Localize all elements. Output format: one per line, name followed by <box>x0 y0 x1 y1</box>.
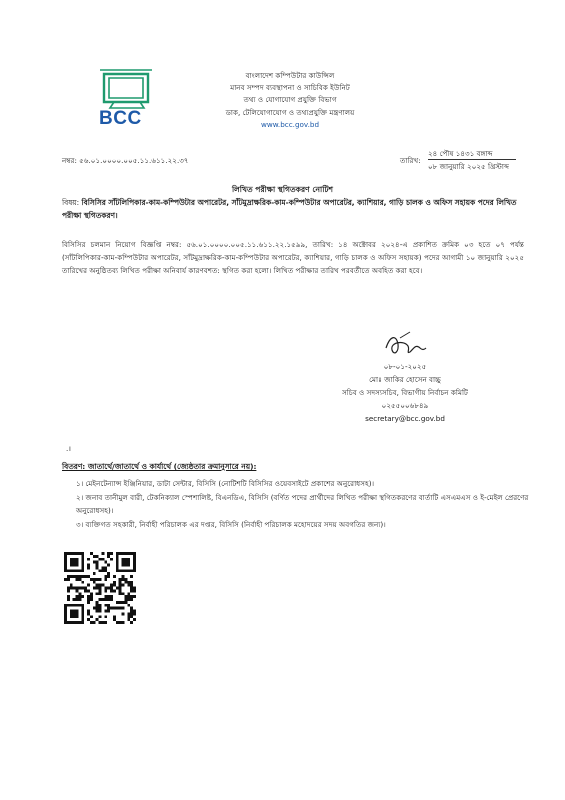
org-name: বাংলাদেশ কম্পিউটার কাউন্সিল <box>245 71 335 80</box>
distribution-title: বিতরণ: জাতার্থে/জাতার্থে ও কার্যার্থে (জ্যেষ্ঠতার ক্রমানুসারে নয়): <box>62 462 257 471</box>
distribution-list <box>62 477 532 531</box>
division-name: তথ্য ও যোগাযোগ প্রযুক্তি বিভাগ <box>243 95 337 105</box>
notice-title: লিখিত পরীক্ষা স্থগিতকরণ নোটিশ <box>231 185 334 194</box>
date-divider <box>428 159 516 160</box>
date-values <box>428 147 509 173</box>
subject <box>62 197 522 222</box>
subject-label: বিষয়: <box>62 198 80 207</box>
dot-mark: .। <box>66 444 72 453</box>
sign-date: ০৮-০১-২০২৫ <box>383 362 427 371</box>
subject-text: বিসিসির সাঁটলিপিকার-কাম-কম্পিউটার অপারেটর, সাঁটমুদ্রাক্ষরিক-কাম-কম্পিউটার অপারেটর, ক্যাশিয়ার, গাড়ি চালক ও অফিস সহায়ক পদের লিখিত পরীক্ষা স্থগিতকরণ। <box>62 198 517 220</box>
letterhead <box>190 70 390 131</box>
signatory-designation: সচিব ও সদস্যসচিব, বিভাগীয় নির্বাচন কমিটি <box>342 388 468 397</box>
list-item: ১। মেইনটেন্যান্স ইঞ্জিনিয়ার, ডাটা সেন্টার, বিসিসি (নোটিশটি বিসিসির ওয়েবসাইটে প্রকাশের অনুরোধসহ)। <box>76 479 375 488</box>
memo-number: নম্বর: ৫৬.০১.০০০০.০০৫.১১.৬১১.২২.৩৭ <box>62 156 189 165</box>
signatory-name: মোঃ জাকির হোসেন বাচ্চু <box>369 375 441 384</box>
signatory-email[interactable]: secretary@bcc.gov.bd <box>365 414 445 423</box>
bcc-logo-text: BCC <box>99 108 142 129</box>
date-label: তারিখ: <box>400 156 421 165</box>
signatory-phone: ০২৫৫০০৬৮৪৯ <box>381 401 429 410</box>
website-link[interactable]: www.bcc.gov.bd <box>260 119 320 129</box>
list-item: ২। জনাব তানীমুল বারী, টেকনিক্যাল স্পেশালিষ্ট, বিএনডিএ, বিসিসি (বর্ণিত পদের প্রার্থীদের লিখিত পরীক্ষা স্থগিতকরণের বার্তাটি এসএমএস ও ই-মেইল প্রেরণের অনুরোধসহ)। <box>76 492 529 516</box>
signature-block <box>300 360 510 425</box>
ministry-name: ডাক, টেলিযোগাযোগ ও তথ্যপ্রযুক্তি মন্ত্রণালয় <box>225 107 355 117</box>
qr-code-icon[interactable] <box>64 552 136 624</box>
unit-name: মানব সম্পদ ব্যবস্থাপনা ও সাচিবিক ইউনিট <box>230 83 350 93</box>
date-english: ০৮ জানুয়ারি ২০২৫ খ্রিস্টাব্দ <box>428 162 510 171</box>
list-item: ৩। ব্যক্তিগত সহকারী, নির্বাহী পরিচালক এর দপ্তর, বিসিসি (নির্বাহী পরিচালক মহোদয়ের সদয় অবগতির জন্য)। <box>76 519 386 529</box>
notice-body: বিসিসির চলমান নিয়োগ বিজ্ঞপ্তি নম্বর: ৫৬.০১.০০০০.০০৫.১১.৬১১.২২.১৫৯৯, তারিখ: ১৪ অক্টোবর ২০২৪-এ প্রকাশিত ক্রমিক ০৩ হতে ০৭ পর্যন্ত (সাঁটলিপিকার-কাম-কম্পিউটার অপারেটর, সাঁটমুদ্রাক্ষরিক-কাম-কম্পিউটার অপারেটর, ক্যাশিয়ার, গাড়ি চালক ও অফিস সহায়ক) পদের আগামী ১০ জানুয়ারি ২০২৫ তারিখের অনুষ্ঠিতব্য লিখিত পরীক্ষা অনিবার্য কারণবশত: স্থগিত করা হলো। লিখিত পরীক্ষার তারিখ পরবর্তীতে অবহিত করা হবে। <box>62 240 524 276</box>
date-bangla: ২৪ পৌষ ১৪৩১ বঙ্গাব্দ <box>428 149 493 158</box>
